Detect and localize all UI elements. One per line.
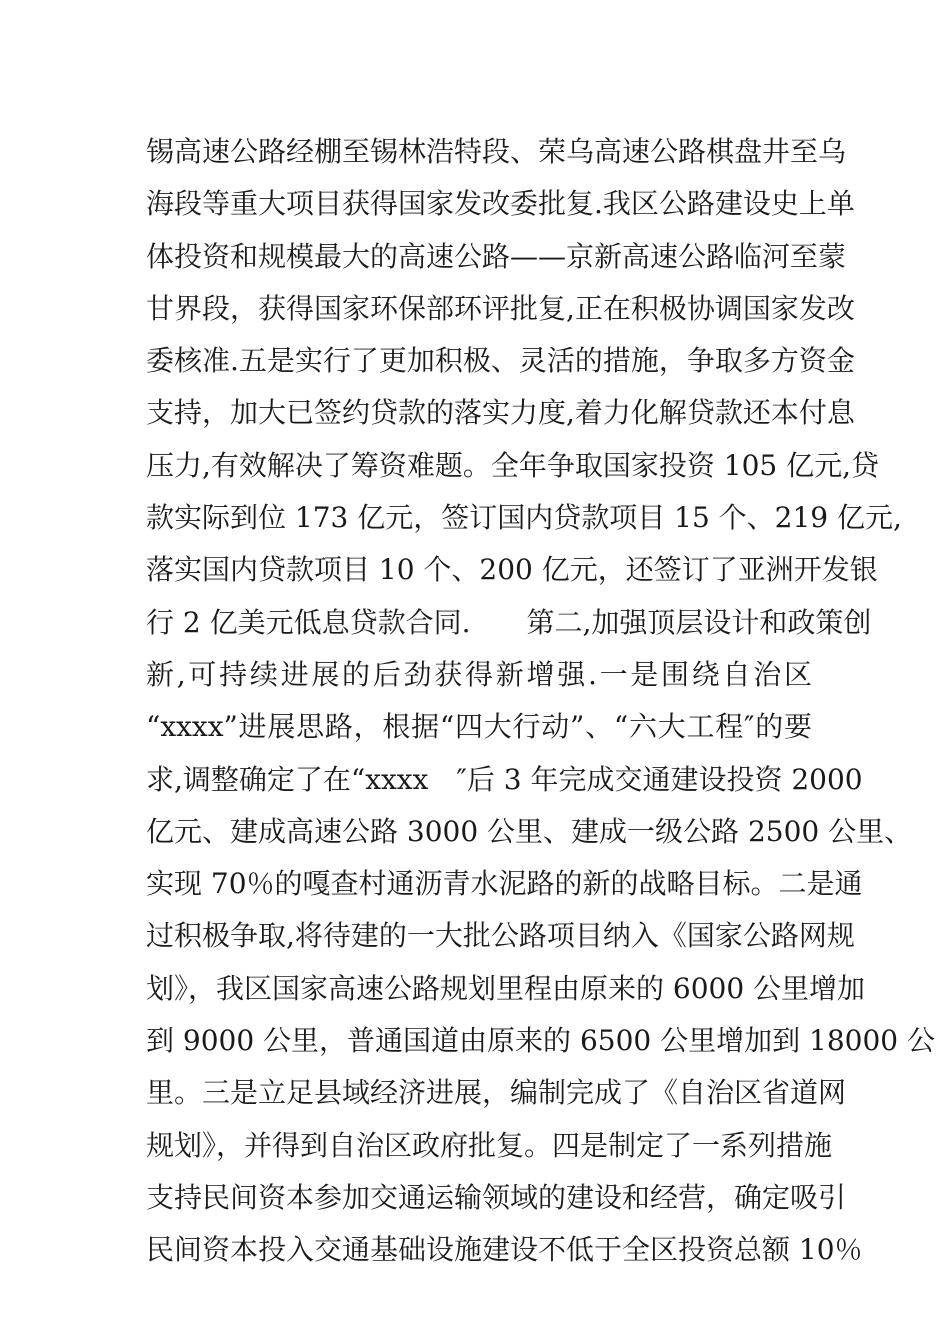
text-line: 甘界段，获得国家环保部环评批复,正在积极协调国家发改 <box>146 291 855 325</box>
text-line: 压力,有效解决了筹资难题。全年争取国家投资 105 亿元,贷 <box>146 448 880 482</box>
text-line: 委核准.五是实行了更加积极、灵活的措施，争取多方资金 <box>146 344 855 378</box>
text-line: 体投资和规模最大的高速公路——京新高速公路临河至蒙 <box>146 239 847 273</box>
text-line: 求,调整确定了在“xxxx ″后 3 年完成交通建设投资 2000 <box>146 762 863 796</box>
text-line: 亿元、建成高速公路 3000 公里、建成一级公路 2500 公里、 <box>146 814 913 848</box>
text-line: 民间资本投入交通基础设施建设不低于全区投资总额 10％ <box>146 1233 863 1267</box>
body-text <box>146 126 935 1277</box>
text-line: 款实际到位 173 亿元，签订国内贷款项目 15 个、219 亿元, <box>146 501 902 535</box>
text-line: 行 2 亿美元低息贷款合同. 第二,加强顶层设计和政策创 <box>146 605 872 639</box>
text-line: 支持民间资本参加交通运输领域的建设和经营，确定吸引 <box>146 1180 847 1214</box>
text-line: 规划》，并得到自治区政府批复。四是制定了一系列措施 <box>146 1128 833 1162</box>
text-line: 支持，加大已签约贷款的落实力度,着力化解贷款还本付息 <box>146 396 855 430</box>
text-line: 到 9000 公里，普通国道由原来的 6500 公里增加到 18000 公 <box>146 1024 935 1058</box>
text-line: 划》，我区国家高速公路规划里程由原来的 6000 公里增加 <box>146 971 866 1005</box>
text-line: 实现 70％的嘎查村通沥青水泥路的新的战略目标。二是通 <box>146 867 863 901</box>
text-line: 海段等重大项目获得国家发改委批复.我区公路建设史上单 <box>146 187 855 221</box>
text-line: 落实国内贷款项目 10 个、200 亿元，还签订了亚洲开发银 <box>146 553 878 587</box>
text-line: 过积极争取,将待建的一大批公路项目纳入《国家公路网规 <box>146 919 855 953</box>
text-line: 里。三是立足县域经济进展，编制完成了《自治区省道网 <box>146 1076 847 1110</box>
text-line: 新,可持续进展的后劲获得新增强.一是围绕自治区 <box>146 657 812 691</box>
text-line: “xxxx”进展思路，根据“四大行动”、“六大工程″的要 <box>146 710 812 744</box>
text-line: 锡高速公路经棚至锡林浩特段、荣乌高速公路棋盘井至乌 <box>146 135 847 168</box>
